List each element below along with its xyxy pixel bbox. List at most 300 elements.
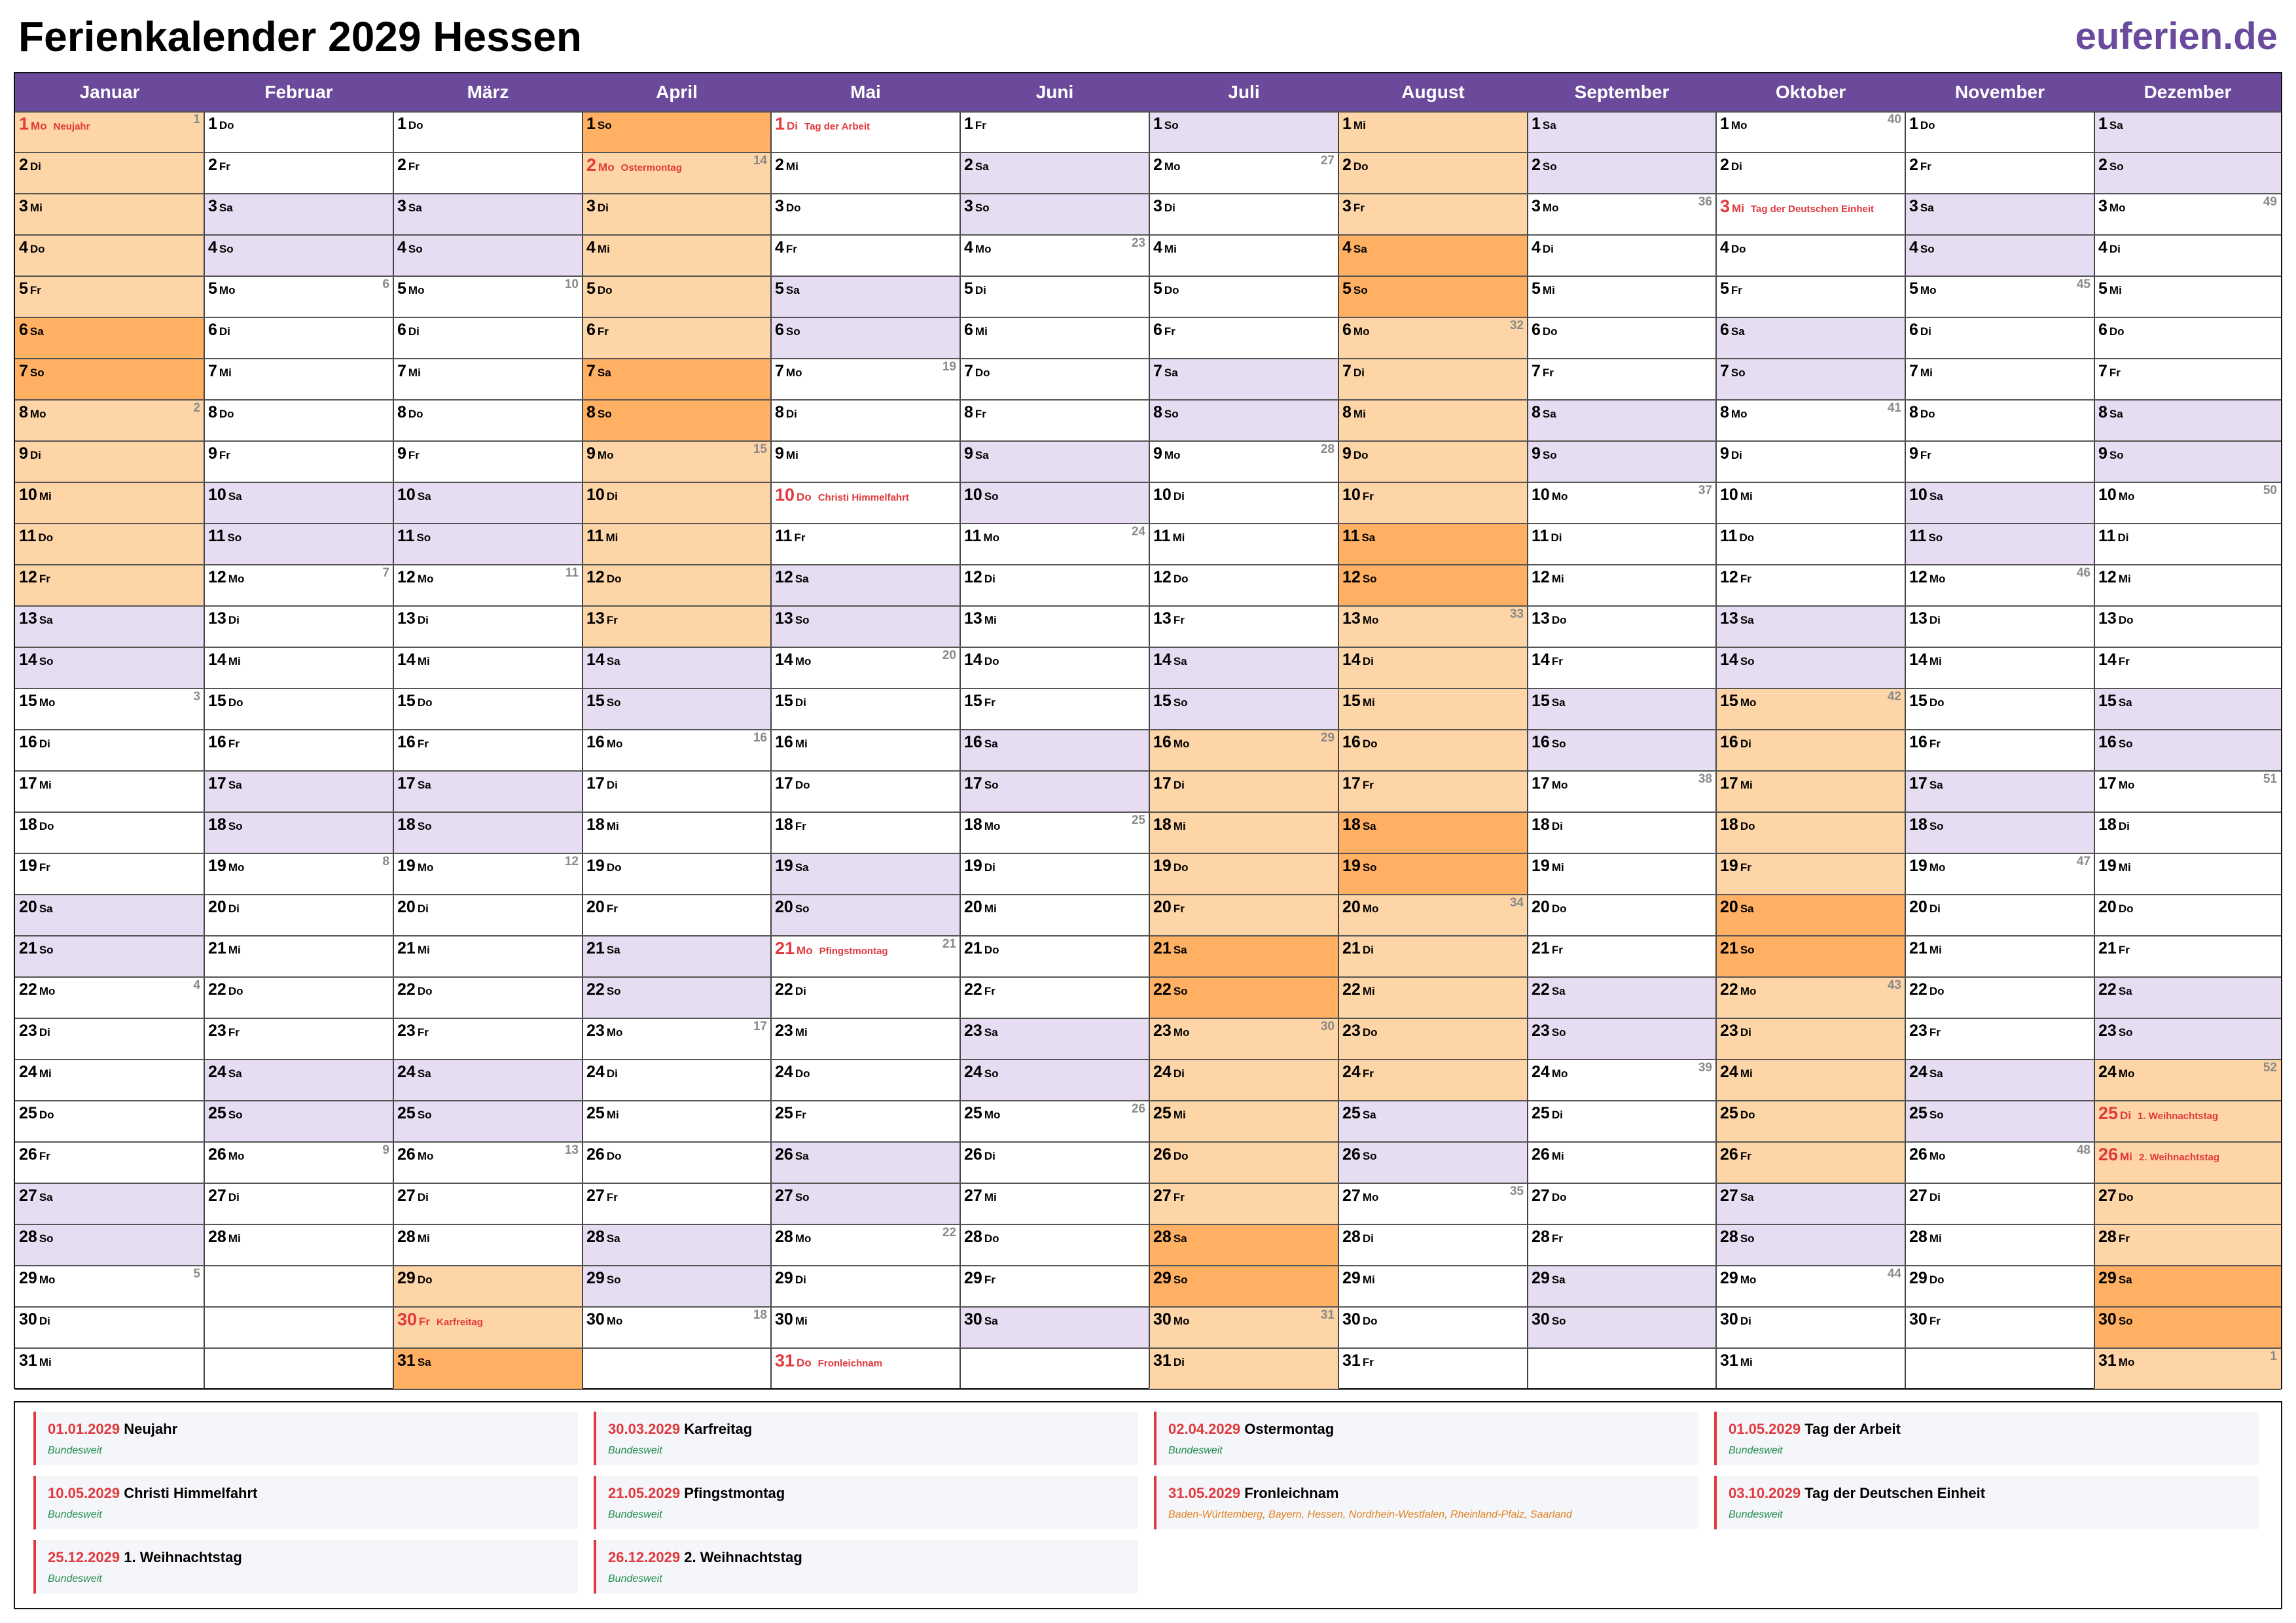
day-cell[interactable] — [204, 895, 393, 936]
day-cell[interactable] — [15, 1348, 204, 1389]
day-cell[interactable] — [1149, 194, 1338, 235]
day-cell[interactable] — [1149, 111, 1338, 152]
day-cell[interactable] — [15, 1266, 204, 1307]
day-cell[interactable] — [2094, 1348, 2281, 1389]
day-cell[interactable] — [15, 359, 204, 400]
day-cell[interactable] — [1716, 771, 1905, 812]
day-cell[interactable] — [771, 111, 960, 152]
day-cell[interactable] — [583, 235, 771, 276]
day-cell[interactable] — [1338, 359, 1528, 400]
day-cell[interactable] — [393, 1018, 583, 1060]
day-cell[interactable] — [1528, 771, 1716, 812]
day-cell[interactable] — [1905, 688, 2094, 730]
day-cell[interactable] — [204, 235, 393, 276]
day-cell[interactable] — [393, 895, 583, 936]
day-cell[interactable] — [1149, 152, 1338, 194]
day-cell[interactable] — [1716, 688, 1905, 730]
day-cell[interactable] — [1528, 359, 1716, 400]
day-cell[interactable] — [960, 1224, 1149, 1266]
day-cell[interactable] — [771, 812, 960, 853]
day-cell[interactable] — [393, 1307, 583, 1348]
day-cell[interactable] — [2094, 936, 2281, 977]
day-cell[interactable] — [2094, 482, 2281, 524]
day-cell[interactable] — [1338, 1018, 1528, 1060]
day-cell[interactable] — [15, 482, 204, 524]
day-cell[interactable] — [393, 1266, 583, 1307]
day-cell[interactable] — [1338, 194, 1528, 235]
day-cell[interactable] — [1149, 1101, 1338, 1142]
day-cell[interactable] — [393, 936, 583, 977]
day-cell[interactable] — [583, 853, 771, 895]
day-cell[interactable] — [960, 936, 1149, 977]
day-cell[interactable] — [1716, 441, 1905, 482]
day-cell[interactable] — [1338, 1183, 1528, 1224]
day-cell[interactable] — [1528, 524, 1716, 565]
day-cell[interactable] — [393, 1142, 583, 1183]
day-cell[interactable] — [583, 606, 771, 647]
day-cell[interactable] — [1149, 482, 1338, 524]
day-cell[interactable] — [1149, 606, 1338, 647]
day-cell[interactable] — [1528, 1307, 1716, 1348]
day-cell[interactable] — [1528, 235, 1716, 276]
day-cell[interactable] — [1905, 111, 2094, 152]
day-cell[interactable] — [1905, 812, 2094, 853]
day-cell[interactable] — [1149, 359, 1338, 400]
day-cell[interactable] — [1716, 1266, 1905, 1307]
day-cell[interactable] — [1149, 977, 1338, 1018]
day-cell[interactable] — [393, 359, 583, 400]
day-cell[interactable] — [1338, 1142, 1528, 1183]
day-cell[interactable] — [583, 936, 771, 977]
day-cell[interactable] — [393, 482, 583, 524]
day-cell[interactable] — [1716, 895, 1905, 936]
day-cell[interactable] — [2094, 317, 2281, 359]
day-cell[interactable] — [1716, 1060, 1905, 1101]
day-cell[interactable] — [204, 936, 393, 977]
day-cell[interactable] — [393, 606, 583, 647]
day-cell[interactable] — [393, 317, 583, 359]
day-cell[interactable] — [15, 152, 204, 194]
day-cell[interactable] — [1528, 853, 1716, 895]
day-cell[interactable] — [2094, 152, 2281, 194]
day-cell[interactable] — [393, 1060, 583, 1101]
day-cell[interactable] — [1716, 1018, 1905, 1060]
day-cell[interactable] — [15, 1307, 204, 1348]
day-cell[interactable] — [771, 400, 960, 441]
day-cell[interactable] — [583, 730, 771, 771]
day-cell[interactable] — [583, 647, 771, 688]
day-cell[interactable] — [771, 1018, 960, 1060]
day-cell[interactable] — [393, 688, 583, 730]
day-cell[interactable] — [771, 194, 960, 235]
day-cell[interactable] — [583, 276, 771, 317]
day-cell[interactable] — [1528, 441, 1716, 482]
day-cell[interactable] — [583, 977, 771, 1018]
day-cell[interactable] — [1716, 276, 1905, 317]
day-cell[interactable] — [15, 441, 204, 482]
day-cell[interactable] — [583, 812, 771, 853]
day-cell[interactable] — [1528, 1224, 1716, 1266]
day-cell[interactable] — [15, 853, 204, 895]
day-cell[interactable] — [583, 895, 771, 936]
day-cell[interactable] — [1338, 1060, 1528, 1101]
day-cell[interactable] — [204, 194, 393, 235]
day-cell[interactable] — [1905, 235, 2094, 276]
day-cell[interactable] — [1149, 771, 1338, 812]
day-cell[interactable] — [15, 276, 204, 317]
day-cell[interactable] — [1905, 276, 2094, 317]
day-cell[interactable] — [1149, 235, 1338, 276]
day-cell[interactable] — [1716, 565, 1905, 606]
day-cell[interactable] — [15, 1142, 204, 1183]
day-cell[interactable] — [771, 853, 960, 895]
day-cell[interactable] — [2094, 1101, 2281, 1142]
day-cell[interactable] — [583, 317, 771, 359]
day-cell[interactable] — [1338, 812, 1528, 853]
day-cell[interactable] — [771, 1266, 960, 1307]
day-cell[interactable] — [1338, 152, 1528, 194]
day-cell[interactable] — [583, 688, 771, 730]
day-cell[interactable] — [204, 565, 393, 606]
day-cell[interactable] — [204, 1142, 393, 1183]
day-cell[interactable] — [1716, 730, 1905, 771]
day-cell[interactable] — [1338, 1266, 1528, 1307]
day-cell[interactable] — [2094, 194, 2281, 235]
day-cell[interactable] — [960, 895, 1149, 936]
day-cell[interactable] — [15, 730, 204, 771]
day-cell[interactable] — [1905, 977, 2094, 1018]
day-cell[interactable] — [1149, 895, 1338, 936]
day-cell[interactable] — [1149, 1348, 1338, 1389]
day-cell[interactable] — [583, 771, 771, 812]
day-cell[interactable] — [771, 276, 960, 317]
day-cell[interactable] — [1149, 1266, 1338, 1307]
day-cell[interactable] — [960, 688, 1149, 730]
day-cell[interactable] — [1338, 111, 1528, 152]
day-cell[interactable] — [393, 276, 583, 317]
day-cell[interactable] — [1528, 647, 1716, 688]
day-cell[interactable] — [393, 647, 583, 688]
day-cell[interactable] — [960, 1142, 1149, 1183]
day-cell[interactable] — [960, 194, 1149, 235]
day-cell[interactable] — [1905, 853, 2094, 895]
day-cell[interactable] — [2094, 1018, 2281, 1060]
day-cell[interactable] — [1716, 936, 1905, 977]
day-cell[interactable] — [2094, 812, 2281, 853]
day-cell[interactable] — [1905, 152, 2094, 194]
day-cell[interactable] — [393, 1224, 583, 1266]
day-cell[interactable] — [960, 111, 1149, 152]
day-cell[interactable] — [204, 482, 393, 524]
day-cell[interactable] — [1338, 400, 1528, 441]
day-cell[interactable] — [771, 606, 960, 647]
day-cell[interactable] — [960, 235, 1149, 276]
day-cell[interactable] — [1905, 1266, 2094, 1307]
day-cell[interactable] — [1905, 482, 2094, 524]
day-cell[interactable] — [393, 235, 583, 276]
day-cell[interactable] — [393, 1183, 583, 1224]
day-cell[interactable] — [771, 317, 960, 359]
day-cell[interactable] — [1716, 359, 1905, 400]
day-cell[interactable] — [583, 111, 771, 152]
day-cell[interactable] — [393, 400, 583, 441]
day-cell[interactable] — [1716, 194, 1905, 235]
day-cell[interactable] — [2094, 853, 2281, 895]
day-cell[interactable] — [1905, 606, 2094, 647]
day-cell[interactable] — [1149, 936, 1338, 977]
day-cell[interactable] — [15, 111, 204, 152]
day-cell[interactable] — [1338, 853, 1528, 895]
day-cell[interactable] — [1338, 606, 1528, 647]
day-cell[interactable] — [1528, 977, 1716, 1018]
day-cell[interactable] — [15, 1018, 204, 1060]
day-cell[interactable] — [1905, 647, 2094, 688]
day-cell[interactable] — [583, 1224, 771, 1266]
day-cell[interactable] — [1528, 194, 1716, 235]
day-cell[interactable] — [2094, 771, 2281, 812]
day-cell[interactable] — [1338, 730, 1528, 771]
day-cell[interactable] — [393, 152, 583, 194]
day-cell[interactable] — [1528, 317, 1716, 359]
day-cell[interactable] — [2094, 276, 2281, 317]
day-cell[interactable] — [1528, 936, 1716, 977]
day-cell[interactable] — [15, 1101, 204, 1142]
day-cell[interactable] — [960, 977, 1149, 1018]
day-cell[interactable] — [15, 317, 204, 359]
day-cell[interactable] — [1905, 317, 2094, 359]
day-cell[interactable] — [583, 524, 771, 565]
day-cell[interactable] — [583, 400, 771, 441]
day-cell[interactable] — [771, 1060, 960, 1101]
day-cell[interactable] — [1528, 688, 1716, 730]
day-cell[interactable] — [960, 359, 1149, 400]
day-cell[interactable] — [2094, 400, 2281, 441]
day-cell[interactable] — [960, 730, 1149, 771]
day-cell[interactable] — [960, 152, 1149, 194]
day-cell[interactable] — [583, 1101, 771, 1142]
day-cell[interactable] — [1338, 524, 1528, 565]
day-cell[interactable] — [1338, 1348, 1528, 1389]
day-cell[interactable] — [2094, 647, 2281, 688]
day-cell[interactable] — [771, 235, 960, 276]
day-cell[interactable] — [960, 524, 1149, 565]
day-cell[interactable] — [960, 400, 1149, 441]
day-cell[interactable] — [204, 1060, 393, 1101]
day-cell[interactable] — [1338, 482, 1528, 524]
day-cell[interactable] — [1528, 482, 1716, 524]
day-cell[interactable] — [15, 235, 204, 276]
day-cell[interactable] — [583, 1018, 771, 1060]
day-cell[interactable] — [2094, 977, 2281, 1018]
day-cell[interactable] — [2094, 1142, 2281, 1183]
day-cell[interactable] — [15, 1224, 204, 1266]
day-cell[interactable] — [15, 1060, 204, 1101]
day-cell[interactable] — [1149, 1224, 1338, 1266]
day-cell[interactable] — [1338, 276, 1528, 317]
day-cell[interactable] — [771, 647, 960, 688]
day-cell[interactable] — [1528, 1060, 1716, 1101]
day-cell[interactable] — [960, 606, 1149, 647]
day-cell[interactable] — [1338, 936, 1528, 977]
day-cell[interactable] — [1905, 936, 2094, 977]
day-cell[interactable] — [2094, 730, 2281, 771]
day-cell[interactable] — [1716, 152, 1905, 194]
day-cell[interactable] — [1905, 1018, 2094, 1060]
day-cell[interactable] — [960, 853, 1149, 895]
day-cell[interactable] — [204, 977, 393, 1018]
day-cell[interactable] — [1528, 111, 1716, 152]
day-cell[interactable] — [1149, 400, 1338, 441]
day-cell[interactable] — [1338, 565, 1528, 606]
day-cell[interactable] — [204, 730, 393, 771]
day-cell[interactable] — [204, 317, 393, 359]
day-cell[interactable] — [1338, 235, 1528, 276]
day-cell[interactable] — [583, 1142, 771, 1183]
day-cell[interactable] — [204, 1224, 393, 1266]
day-cell[interactable] — [2094, 524, 2281, 565]
day-cell[interactable] — [1716, 606, 1905, 647]
day-cell[interactable] — [204, 606, 393, 647]
day-cell[interactable] — [1528, 400, 1716, 441]
day-cell[interactable] — [1716, 524, 1905, 565]
day-cell[interactable] — [771, 1348, 960, 1389]
day-cell[interactable] — [960, 276, 1149, 317]
day-cell[interactable] — [1528, 1101, 1716, 1142]
day-cell[interactable] — [960, 565, 1149, 606]
day-cell[interactable] — [771, 482, 960, 524]
day-cell[interactable] — [1528, 1142, 1716, 1183]
day-cell[interactable] — [771, 895, 960, 936]
day-cell[interactable] — [204, 853, 393, 895]
day-cell[interactable] — [204, 524, 393, 565]
day-cell[interactable] — [15, 606, 204, 647]
day-cell[interactable] — [2094, 441, 2281, 482]
day-cell[interactable] — [960, 771, 1149, 812]
day-cell[interactable] — [204, 1018, 393, 1060]
day-cell[interactable] — [1338, 771, 1528, 812]
day-cell[interactable] — [771, 152, 960, 194]
day-cell[interactable] — [1905, 1101, 2094, 1142]
day-cell[interactable] — [1716, 1348, 1905, 1389]
day-cell[interactable] — [2094, 1224, 2281, 1266]
day-cell[interactable] — [2094, 565, 2281, 606]
day-cell[interactable] — [1528, 895, 1716, 936]
day-cell[interactable] — [15, 688, 204, 730]
day-cell[interactable] — [771, 1183, 960, 1224]
day-cell[interactable] — [15, 771, 204, 812]
day-cell[interactable] — [2094, 359, 2281, 400]
day-cell[interactable] — [204, 771, 393, 812]
day-cell[interactable] — [1149, 1060, 1338, 1101]
day-cell[interactable] — [1716, 111, 1905, 152]
day-cell[interactable] — [1905, 565, 2094, 606]
day-cell[interactable] — [204, 688, 393, 730]
day-cell[interactable] — [2094, 111, 2281, 152]
day-cell[interactable] — [393, 1348, 583, 1389]
day-cell[interactable] — [771, 936, 960, 977]
day-cell[interactable] — [393, 441, 583, 482]
day-cell[interactable] — [960, 647, 1149, 688]
day-cell[interactable] — [1149, 565, 1338, 606]
day-cell[interactable] — [15, 524, 204, 565]
day-cell[interactable] — [2094, 688, 2281, 730]
day-cell[interactable] — [393, 730, 583, 771]
day-cell[interactable] — [1905, 1183, 2094, 1224]
day-cell[interactable] — [2094, 235, 2281, 276]
day-cell[interactable] — [204, 812, 393, 853]
day-cell[interactable] — [583, 1307, 771, 1348]
day-cell[interactable] — [960, 1101, 1149, 1142]
day-cell[interactable] — [960, 1183, 1149, 1224]
day-cell[interactable] — [1716, 400, 1905, 441]
day-cell[interactable] — [1149, 730, 1338, 771]
day-cell[interactable] — [771, 688, 960, 730]
day-cell[interactable] — [1528, 606, 1716, 647]
day-cell[interactable] — [1905, 524, 2094, 565]
day-cell[interactable] — [204, 276, 393, 317]
day-cell[interactable] — [1905, 1224, 2094, 1266]
day-cell[interactable] — [1716, 647, 1905, 688]
day-cell[interactable] — [771, 771, 960, 812]
day-cell[interactable] — [393, 1101, 583, 1142]
day-cell[interactable] — [771, 1142, 960, 1183]
day-cell[interactable] — [1528, 1018, 1716, 1060]
day-cell[interactable] — [771, 730, 960, 771]
day-cell[interactable] — [2094, 1266, 2281, 1307]
day-cell[interactable] — [15, 895, 204, 936]
day-cell[interactable] — [1716, 1101, 1905, 1142]
day-cell[interactable] — [1716, 235, 1905, 276]
day-cell[interactable] — [1149, 853, 1338, 895]
day-cell[interactable] — [1338, 647, 1528, 688]
day-cell[interactable] — [1149, 276, 1338, 317]
day-cell[interactable] — [1528, 1266, 1716, 1307]
day-cell[interactable] — [1905, 359, 2094, 400]
day-cell[interactable] — [393, 524, 583, 565]
day-cell[interactable] — [1905, 400, 2094, 441]
day-cell[interactable] — [771, 1101, 960, 1142]
day-cell[interactable] — [1149, 1307, 1338, 1348]
day-cell[interactable] — [1338, 1307, 1528, 1348]
day-cell[interactable] — [1905, 771, 2094, 812]
day-cell[interactable] — [1149, 441, 1338, 482]
day-cell[interactable] — [15, 194, 204, 235]
day-cell[interactable] — [583, 441, 771, 482]
day-cell[interactable] — [393, 194, 583, 235]
day-cell[interactable] — [1905, 441, 2094, 482]
day-cell[interactable] — [583, 359, 771, 400]
day-cell[interactable] — [2094, 1307, 2281, 1348]
day-cell[interactable] — [1149, 1183, 1338, 1224]
day-cell[interactable] — [15, 565, 204, 606]
day-cell[interactable] — [1716, 1307, 1905, 1348]
day-cell[interactable] — [1149, 1142, 1338, 1183]
day-cell[interactable] — [771, 524, 960, 565]
brand-logo-text[interactable]: euferien.de — [2075, 15, 2278, 58]
day-cell[interactable] — [960, 441, 1149, 482]
day-cell[interactable] — [204, 359, 393, 400]
day-cell[interactable] — [204, 152, 393, 194]
day-cell[interactable] — [1338, 317, 1528, 359]
day-cell[interactable] — [204, 400, 393, 441]
day-cell[interactable] — [583, 1183, 771, 1224]
day-cell[interactable] — [1528, 1183, 1716, 1224]
day-cell[interactable] — [583, 1266, 771, 1307]
day-cell[interactable] — [960, 1060, 1149, 1101]
day-cell[interactable] — [204, 647, 393, 688]
day-cell[interactable] — [1716, 1183, 1905, 1224]
day-cell[interactable] — [1905, 895, 2094, 936]
